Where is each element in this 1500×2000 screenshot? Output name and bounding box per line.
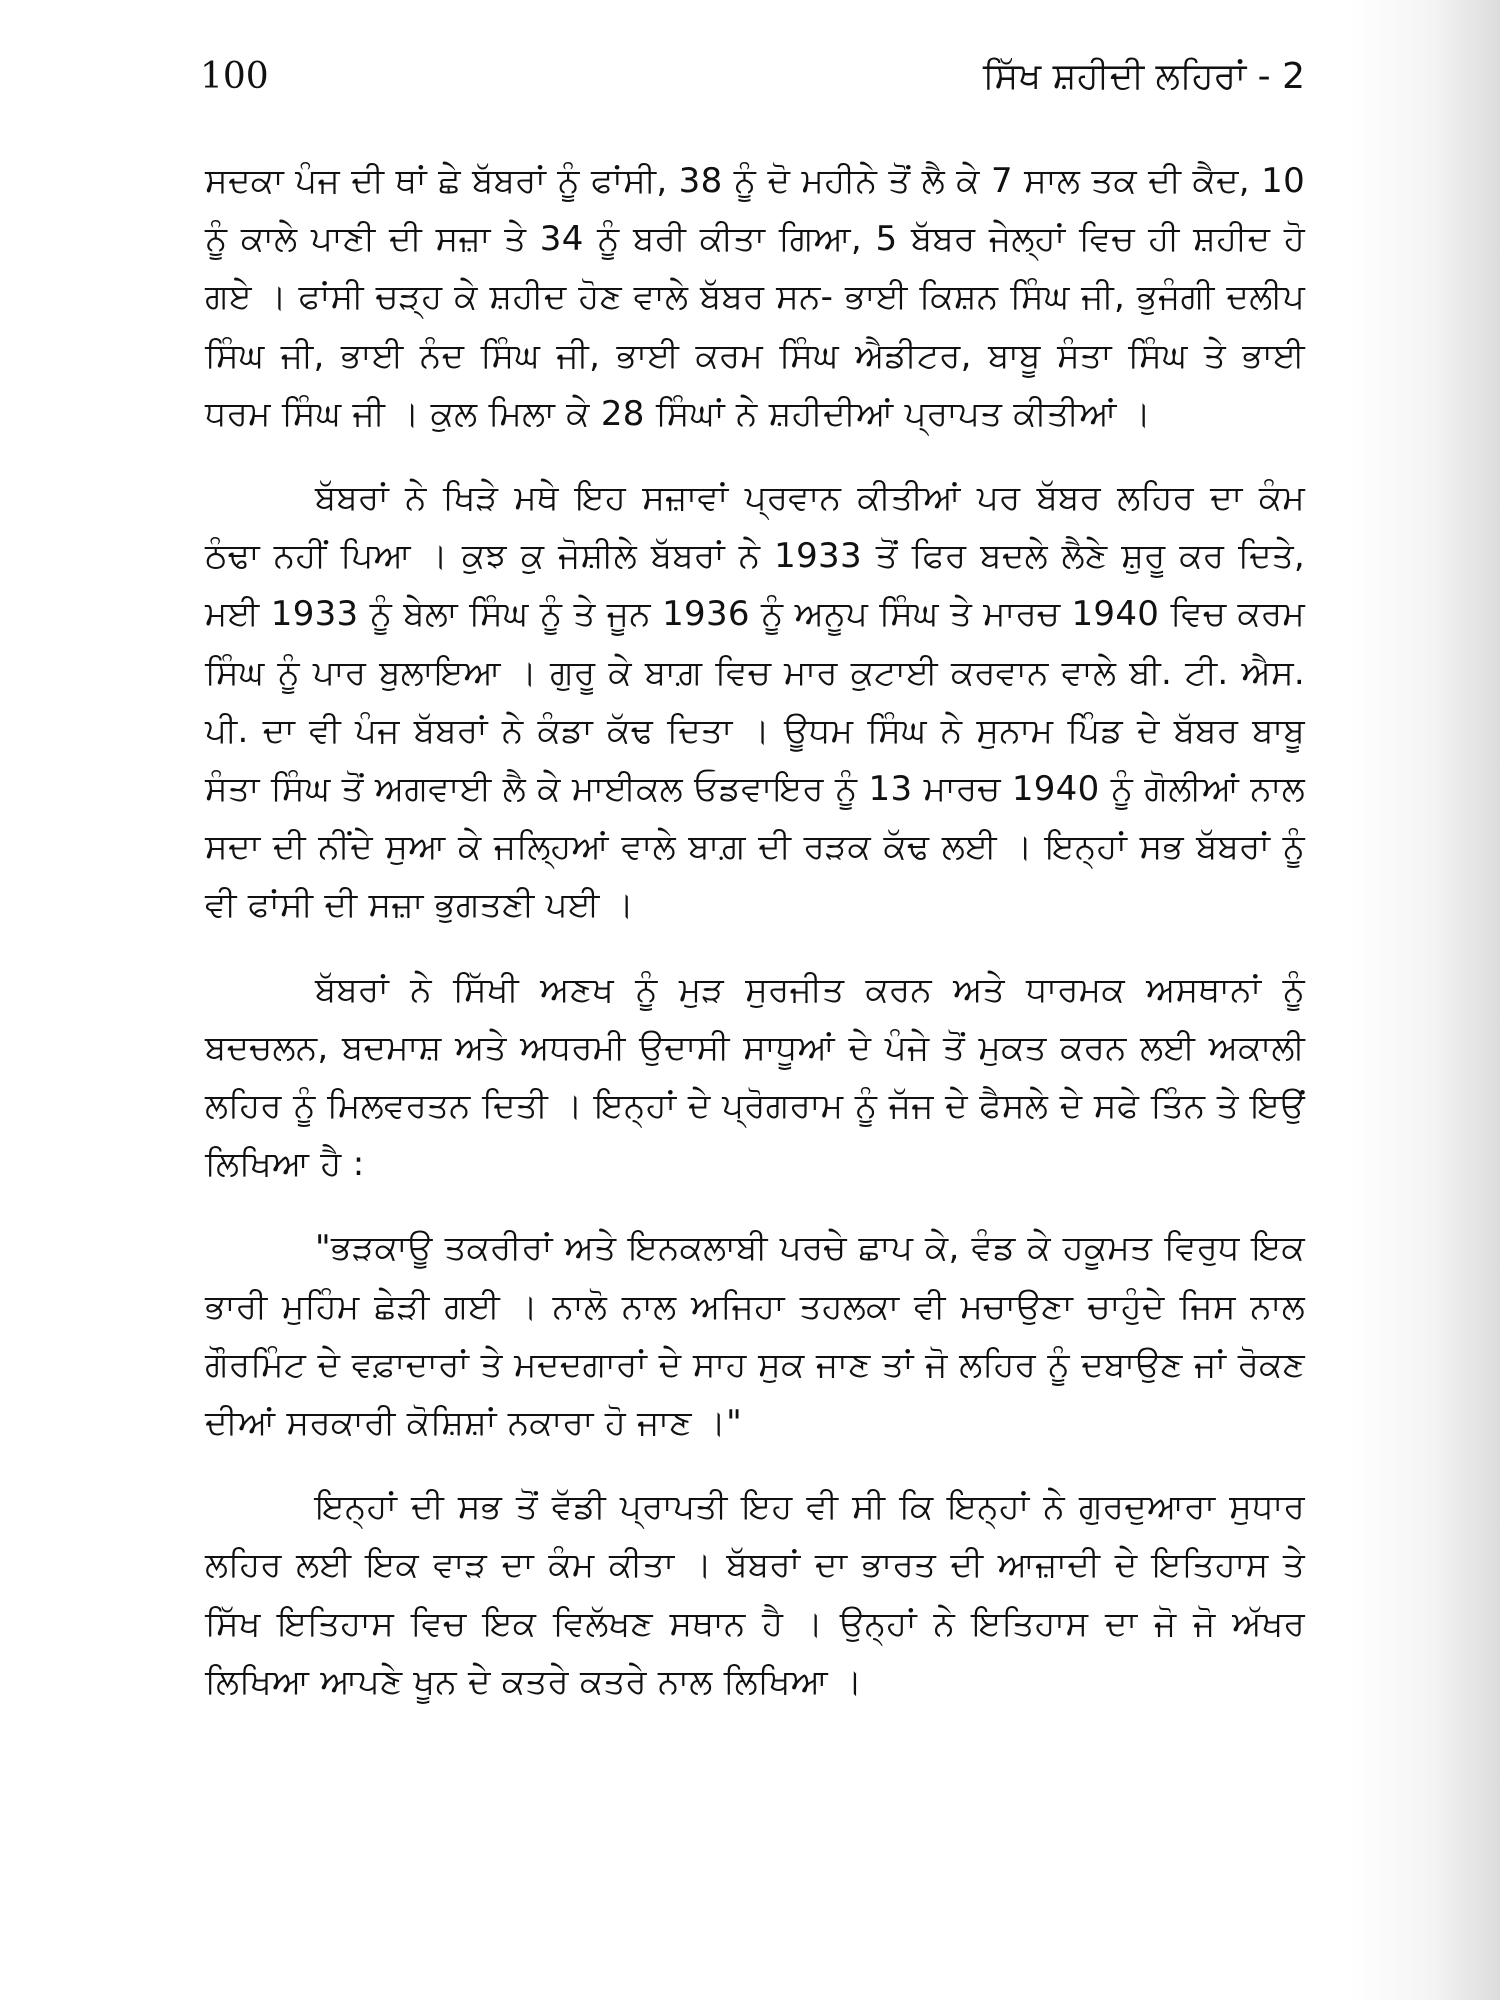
paragraph-continued: ਸਦਕਾ ਪੰਜ ਦੀ ਥਾਂ ਛੇ ਬੱਬਰਾਂ ਨੂੰ ਫਾਂਸੀ, 38 ਨੂੰ ਦੋ ਮਹੀਨੇ ਤੋਂ ਲੈ ਕੇ 7 ਸਾਲ ਤਕ ਦੀ ਕੈਦ, 10 ਨੂੰ ਕਾਲੇ ਪਾਣੀ ਦੀ ਸਜ਼ਾ ਤੇ 34 ਨੂੰ ਬਰੀ ਕੀਤਾ ਗਿਆ, 5 ਬੱਬਰ ਜੇਲ੍ਹਾਂ ਵਿਚ ਹੀ ਸ਼ਹੀਦ ਹੋ ਗਏ । ਫਾਂਸੀ ਚੜ੍ਹ ਕੇ ਸ਼ਹੀਦ ਹੋਣ ਵਾਲੇ ਬੱਬਰ ਸਨ- ਭਾਈ ਕਿਸ਼ਨ ਸਿੰਘ ਜੀ, ਭੁਜੰਗੀ ਦਲੀਪ ਸਿੰਘ ਜੀ, ਭਾਈ ਨੰਦ ਸਿੰਘ ਜੀ, ਭਾਈ ਕਰਮ ਸਿੰਘ ਐਡੀਟਰ, ਬਾਬੂ ਸੰਤਾ ਸਿੰਘ ਤੇ ਭਾਈ ਧਰਮ ਸਿੰਘ ਜੀ । ਕੁਲ ਮਿਲਾ ਕੇ 28 ਸਿੰਘਾਂ ਨੇ ਸ਼ਹੀਦੀਆਂ ਪ੍ਰਾਪਤ ਕੀਤੀਆਂ । xyxy=(205,161,1305,434)
paragraph-akali-support: ਬੱਬਰਾਂ ਨੇ ਸਿੱਖੀ ਅਣਖ ਨੂੰ ਮੁੜ ਸੁਰਜੀਤ ਕਰਨ ਅਤੇ ਧਾਰਮਕ ਅਸਥਾਨਾਂ ਨੂੰ ਬਦਚਲਨ, ਬਦਮਾਸ਼ ਅਤੇ ਅਧਰਮੀ ਉਦਾਸੀ ਸਾਧੂਆਂ ਦੇ ਪੰਜੇ ਤੋਂ ਮੁਕਤ ਕਰਨ ਲਈ ਅਕਾਲੀ ਲਹਿਰ ਨੂੰ ਮਿਲਵਰਤਨ ਦਿਤੀ । ਇਨ੍ਹਾਂ ਦੇ ਪ੍ਰੋਗਰਾਮ ਨੂੰ ਜੱਜ ਦੇ ਫੈਸਲੇ ਦੇ ਸਫੇ ਤਿੰਨ ਤੇ ਇਉਂ ਲਿਖਿਆ ਹੈ : xyxy=(205,969,1305,1185)
judge-quote: "ਭੜਕਾਊ ਤਕਰੀਰਾਂ ਅਤੇ ਇਨਕਲਾਬੀ ਪਰਚੇ ਛਾਪ ਕੇ, ਵੰਡ ਕੇ ਹਕੂਮਤ ਵਿਰੁਧ ਇਕ ਭਾਰੀ ਮੁਹਿੰਮ ਛੇੜੀ ਗਈ । ਨਾਲੋ ਨਾਲ ਅਜਿਹਾ ਤਹਲਕਾ ਵੀ ਮਚਾਉਣਾ ਚਾਹੁੰਦੇ ਜਿਸ ਨਾਲ ਗੌਰਮਿੰਟ ਦੇ ਵਫ਼ਾਦਾਰਾਂ ਤੇ ਮਦਦਗਾਰਾਂ ਦੇ ਸਾਹ ਸੁਕ ਜਾਣ ਤਾਂ ਜੋ ਲਹਿਰ ਨੂੰ ਦਬਾਉਣ ਜਾਂ ਰੋਕਣ ਦੀਆਂ ਸਰਕਾਰੀ ਕੋਸ਼ਿਸ਼ਾਂ ਨਕਾਰਾ ਹੋ ਜਾਣ ।" xyxy=(205,1228,1305,1444)
paragraph-babbar-sentences: ਬੱਬਰਾਂ ਨੇ ਖਿੜੇ ਮਥੇ ਇਹ ਸਜ਼ਾਵਾਂ ਪ੍ਰਵਾਨ ਕੀਤੀਆਂ ਪਰ ਬੱਬਰ ਲਹਿਰ ਦਾ ਕੰਮ ਠੰਢਾ ਨਹੀਂ ਪਿਆ । ਕੁਝ ਕੁ ਜੋਸ਼ੀਲੇ ਬੱਬਰਾਂ ਨੇ 1933 ਤੋਂ ਫਿਰ ਬਦਲੇ ਲੈਣੇ ਸ਼ੁਰੂ ਕਰ ਦਿਤੇ, ਮਈ 1933 ਨੂੰ ਬੇਲਾ ਸਿੰਘ ਨੂੰ ਤੇ ਜੂਨ 1936 ਨੂੰ ਅਨੂਪ ਸਿੰਘ ਤੇ ਮਾਰਚ 1940 ਵਿਚ ਕਰਮ ਸਿੰਘ ਨੂੰ ਪਾਰ ਬੁਲਾਇਆ । ਗੁਰੂ ਕੇ ਬਾਗ਼ ਵਿਚ ਮਾਰ ਕੁਟਾਈ ਕਰਵਾਨ ਵਾਲੇ ਬੀ. ਟੀ. ਐਸ. ਪੀ. ਦਾ ਵੀ ਪੰਜ ਬੱਬਰਾਂ ਨੇ ਕੰਡਾ ਕੱਢ ਦਿਤਾ । ਊਧਮ ਸਿੰਘ ਨੇ ਸੁਨਾਮ ਪਿੰਡ ਦੇ ਬੱਬਰ ਬਾਬੂ ਸੰਤਾ ਸਿੰਘ ਤੋਂ ਅਗਵਾਈ ਲੈ ਕੇ ਮਾਈਕਲ ਓਡਵਾਇਰ ਨੂੰ 13 ਮਾਰਚ 1940 ਨੂੰ ਗੋਲੀਆਂ ਨਾਲ ਸਦਾ ਦੀ ਨੀਂਦੇ ਸੁਆ ਕੇ ਜਲ੍ਹਿਆਂ ਵਾਲੇ ਬਾਗ਼ ਦੀ ਰੜਕ ਕੱਢ ਲਈ । ਇਨ੍ਹਾਂ ਸਭ ਬੱਬਰਾਂ ਨੂੰ ਵੀ ਫਾਂਸੀ ਦੀ ਸਜ਼ਾ ਭੁਗਤਣੀ ਪਈ । xyxy=(205,478,1305,926)
page-number: 100 xyxy=(200,56,269,97)
book-title: ਸਿੱਖ ਸ਼ਹੀਦੀ ਲਹਿਰਾਂ - 2 xyxy=(982,56,1305,97)
paragraph-closing: ਇਨ੍ਹਾਂ ਦੀ ਸਭ ਤੋਂ ਵੱਡੀ ਪ੍ਰਾਪਤੀ ਇਹ ਵੀ ਸੀ ਕਿ ਇਨ੍ਹਾਂ ਨੇ ਗੁਰਦੁਆਰਾ ਸੁਧਾਰ ਲਹਿਰ ਲਈ ਇਕ ਵਾੜ ਦਾ ਕੰਮ ਕੀਤਾ । ਬੱਬਰਾਂ ਦਾ ਭਾਰਤ ਦੀ ਆਜ਼ਾਦੀ ਦੇ ਇਤਿਹਾਸ ਤੇ ਸਿੱਖ ਇਤਿਹਾਸ ਵਿਚ ਇਕ ਵਿਲੱਖਣ ਸਥਾਨ ਹੈ । ਉਨ੍ਹਾਂ ਨੇ ਇਤਿਹਾਸ ਦਾ ਜੋ ਜੋ ਅੱਖਰ ਲਿਖਿਆ ਆਪਣੇ ਖੂਨ ਦੇ ਕਤਰੇ ਕਤਰੇ ਨਾਲ ਲਿਖਿਆ । xyxy=(205,1487,1305,1702)
body-text xyxy=(205,152,1305,1737)
page-gutter-shadow xyxy=(1350,0,1500,2000)
running-head xyxy=(200,52,1305,102)
